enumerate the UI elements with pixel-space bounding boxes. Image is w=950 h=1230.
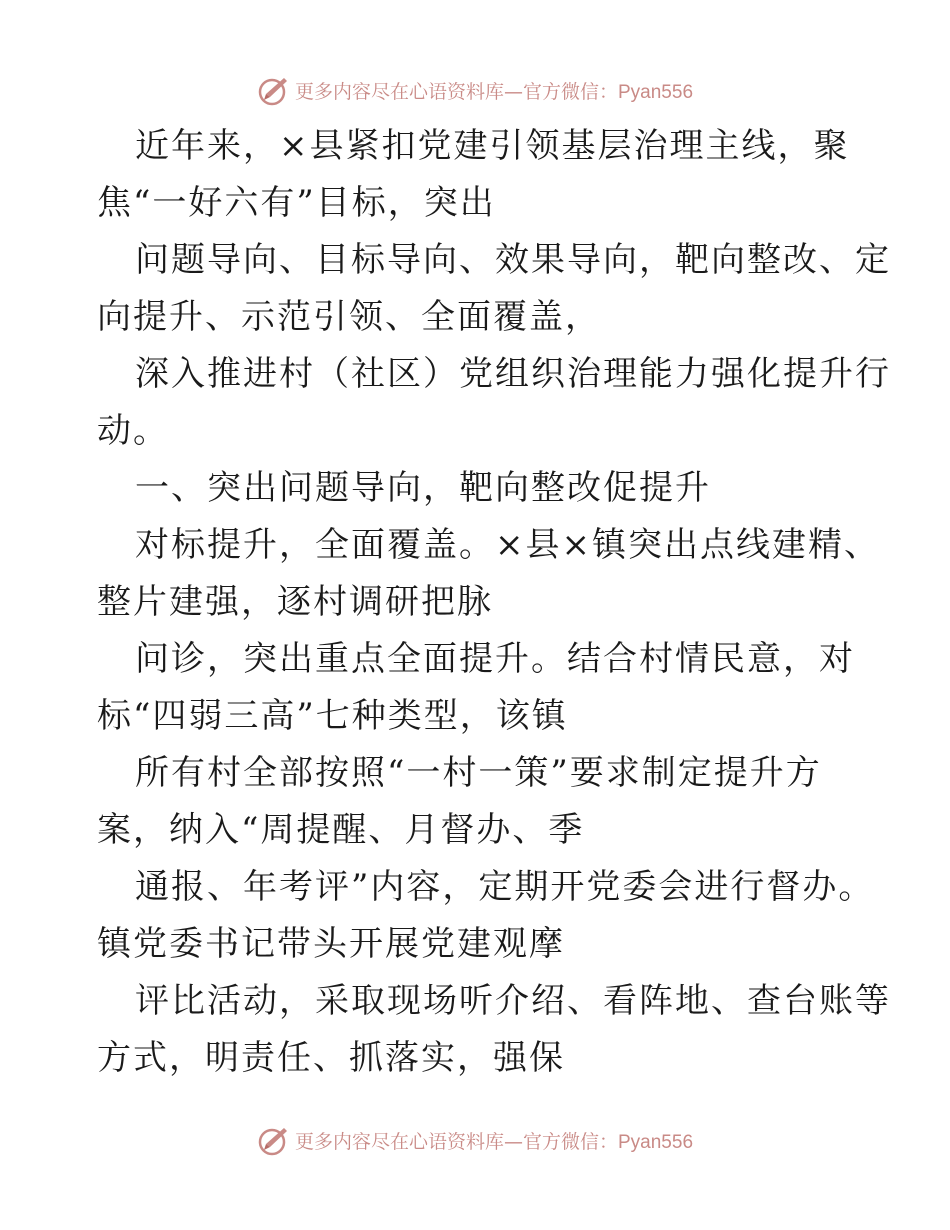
document-body xyxy=(97,118,891,1087)
paragraph: 评比活动，采取现场听介绍、看阵地、查台账等 方式，明责任、抓落实，强保 xyxy=(97,981,891,1078)
pen-logo-icon xyxy=(257,1123,291,1157)
paragraph: 问题导向、目标导向、效果导向，靶向整改、定 向提升、示范引领、全面覆盖， xyxy=(97,240,891,337)
paragraph: 问诊，突出重点全面提升。结合村情民意，对 标“四弱三高”七种类型，该镇 xyxy=(97,639,855,736)
paragraph: 深入推进村（社区）党组织治理能力强化提升行 动。 xyxy=(97,354,891,451)
section-heading: 一、突出问题导向，靶向整改促提升 xyxy=(135,468,711,508)
paragraph: 通报、年考评”内容，定期开党委会进行督办。 镇党委书记带头开展党建观摩 xyxy=(97,867,875,964)
pen-logo-icon xyxy=(257,73,291,107)
watermark-text: 更多内容尽在心语资料库—官方微信：Pyan556 xyxy=(294,80,694,103)
watermark-footer xyxy=(0,1120,950,1160)
paragraph: 近年来，×县紧扣党建引领基层治理主线，聚 焦“一好六有”目标，突出 xyxy=(97,126,850,223)
watermark-text: 更多内容尽在心语资料库—官方微信：Pyan556 xyxy=(294,1130,694,1153)
watermark-header xyxy=(0,70,950,110)
paragraph: 所有村全部按照“一村一策”要求制定提升方 案，纳入“周提醒、月督办、季 xyxy=(97,753,822,850)
paragraph: 对标提升，全面覆盖。×县×镇突出点线建精、 整片建强，逐村调研把脉 xyxy=(97,525,880,622)
